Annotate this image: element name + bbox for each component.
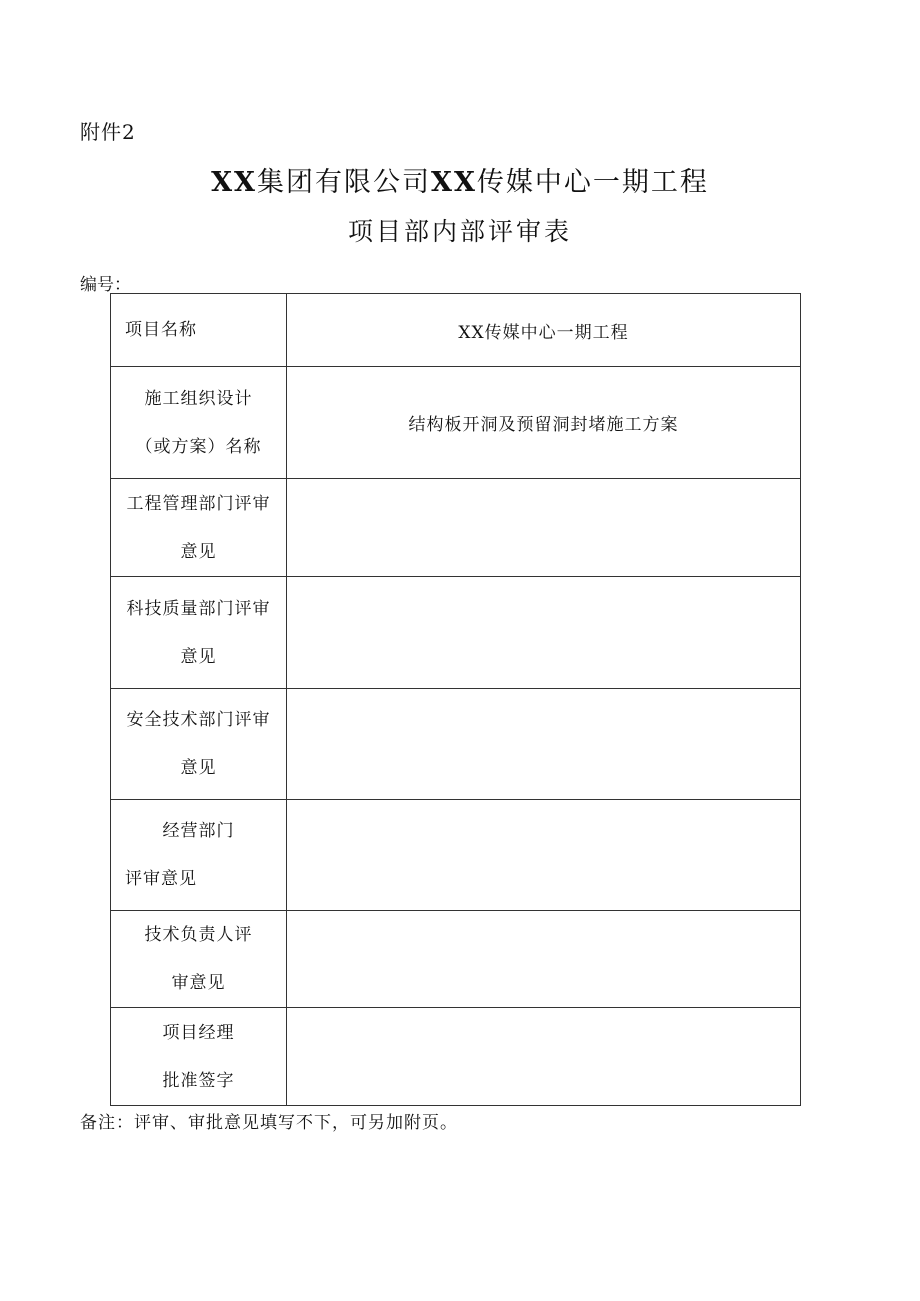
- tech-lead-review-label: [111, 911, 287, 1008]
- eng-mgmt-review-label-line1: 工程管理部门评审: [126, 493, 271, 514]
- table-row-project-name: [111, 294, 801, 367]
- business-review-label: [111, 800, 287, 911]
- table-row-safety-review: [111, 689, 801, 800]
- document-title: [0, 160, 920, 199]
- title-project-code: XX: [431, 167, 477, 198]
- design-name-value: 结构板开洞及预留洞封堵施工方案: [287, 367, 801, 479]
- project-name-label: 项目名称: [111, 294, 287, 367]
- title-prefix-code: XX: [211, 167, 257, 198]
- footnote-remark: 备注：评审、审批意见填写不下，可另加附页。: [80, 1113, 458, 1133]
- title-company-name: 集团有限公司: [257, 167, 431, 198]
- safety-review-label-line2: 意见: [180, 758, 217, 778]
- safety-review-label-line1: 安全技术部门评审: [126, 710, 271, 730]
- table-row-tech-lead-review: [111, 911, 801, 1008]
- tech-quality-review-field[interactable]: [287, 577, 801, 689]
- business-review-label-line2: 评审意见: [125, 869, 197, 889]
- eng-mgmt-review-label: [111, 479, 287, 577]
- serial-number-label: 编号：: [80, 275, 131, 295]
- table-row-eng-mgmt-review: [111, 479, 801, 577]
- pm-approval-label-line1: 项目经理: [162, 1022, 235, 1043]
- safety-review-label: [111, 689, 287, 800]
- tech-lead-review-label-line2: 审意见: [171, 973, 226, 993]
- tech-quality-review-label: [111, 577, 287, 689]
- tech-quality-review-label-line1: 科技质量部门评审: [126, 598, 271, 619]
- table-row-business-review: [111, 800, 801, 911]
- tech-lead-review-label-line1: 技术负责人评: [144, 925, 253, 945]
- design-name-label-line2: （或方案）名称: [135, 436, 262, 457]
- project-name-value: XX传媒中心一期工程: [287, 294, 801, 367]
- pm-approval-label-line2: 批准签字: [162, 1070, 235, 1091]
- pm-approval-field[interactable]: [287, 1008, 801, 1106]
- review-form-table: [110, 293, 801, 1106]
- design-name-label-line1: 施工组织设计: [144, 388, 253, 409]
- tech-lead-review-field[interactable]: [287, 911, 801, 1008]
- eng-mgmt-review-field[interactable]: [287, 479, 801, 577]
- safety-review-field[interactable]: [287, 689, 801, 800]
- tech-quality-review-label-line2: 意见: [180, 646, 217, 667]
- document-subtitle: 项目部内部评审表: [347, 217, 572, 246]
- title-project-name: 传媒中心一期工程: [476, 167, 709, 198]
- attachment-label: 附件2: [80, 120, 136, 144]
- table-row-tech-quality-review: [111, 577, 801, 689]
- business-review-label-line1: 经营部门: [162, 821, 235, 841]
- business-review-field[interactable]: [287, 800, 801, 911]
- design-name-label: [111, 367, 287, 479]
- eng-mgmt-review-label-line2: 意见: [180, 541, 217, 562]
- table-row-design-name: [111, 367, 801, 479]
- pm-approval-label: [111, 1008, 287, 1106]
- table-row-pm-approval: [111, 1008, 801, 1106]
